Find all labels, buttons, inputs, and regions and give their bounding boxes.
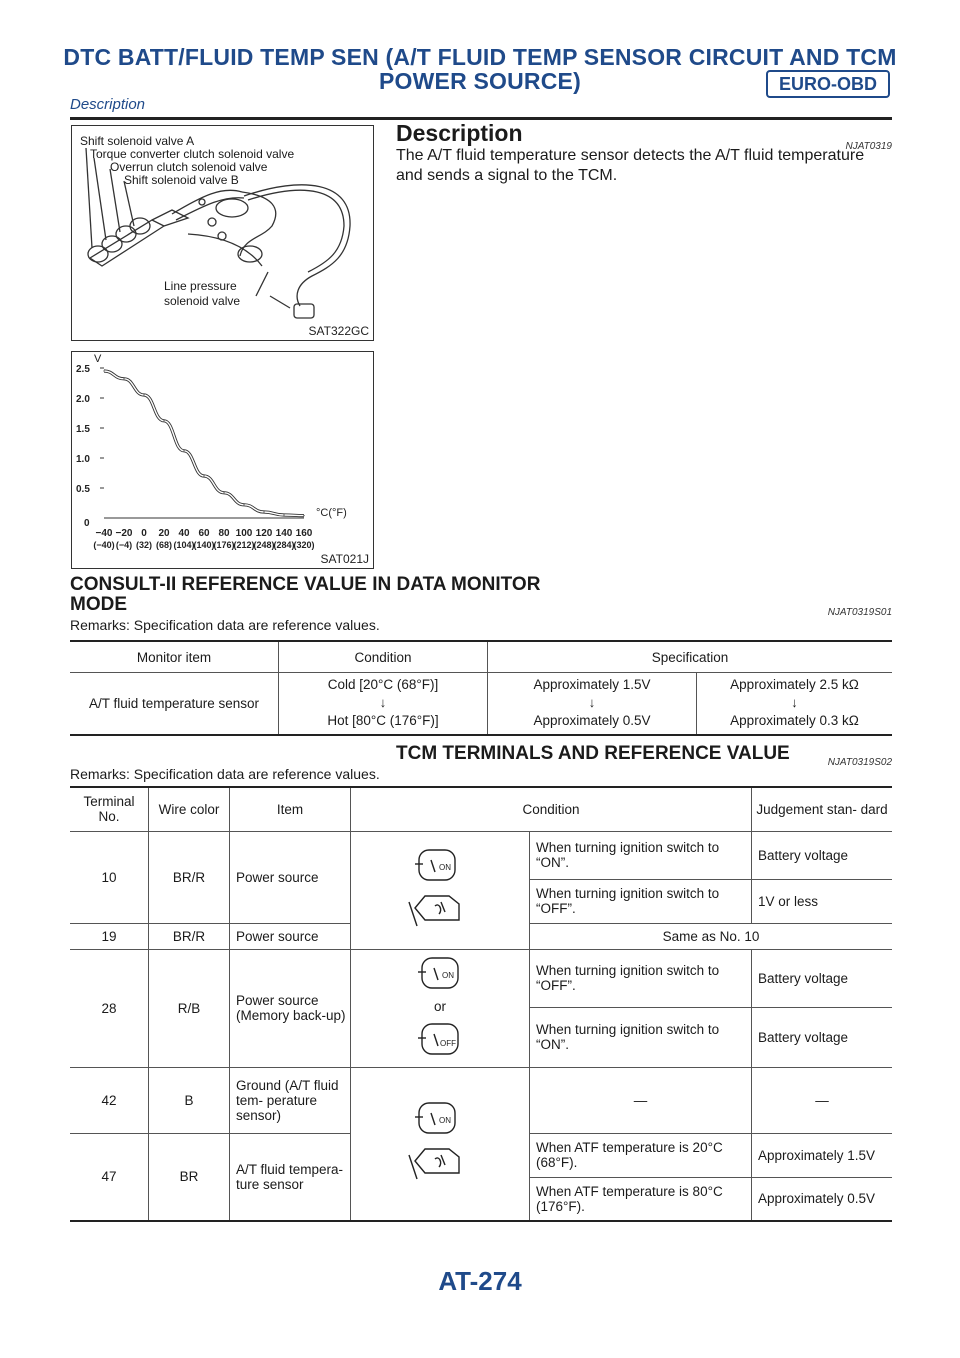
wire-42: B — [149, 1067, 230, 1133]
tcm-heading: TCM TERMINALS AND REFERENCE VALUE — [396, 743, 790, 764]
page-number: AT-274 — [438, 1266, 522, 1296]
y-axis-label: V — [94, 353, 102, 365]
label-shift-solenoid-b: Shift solenoid valve B — [124, 173, 239, 187]
data-point — [303, 515, 304, 516]
x-tick-label-f: (32) — [135, 540, 153, 550]
consult-remark: Remarks: Specification data are reference values. — [70, 617, 380, 633]
section-subtitle: Description — [70, 96, 146, 113]
item-10: Power source — [230, 831, 351, 923]
description-text: The A/T fluid temperature sensor detects the A/T fluid temperature and sends a signal to the TCM. — [396, 147, 865, 184]
judge-42: — — [752, 1067, 893, 1133]
table-row — [70, 949, 892, 1007]
res-hot: Approximately 0.3 kΩ — [730, 713, 859, 729]
x-tick-label: −40 — [95, 528, 113, 539]
label-line-pressure: Line pressure — [164, 279, 237, 293]
x-tick-label: −20 — [115, 528, 133, 539]
monitor-item-value: A/T fluid temperature sensor — [88, 695, 260, 711]
y-tick-label: 1.5 — [76, 424, 90, 435]
ignition-key-on-icon — [405, 846, 475, 932]
down-arrow-icon: ↓ — [791, 695, 798, 711]
or-label: or — [433, 998, 446, 1014]
data-point — [223, 492, 224, 493]
data-point — [263, 511, 264, 512]
ignition-icons-c — [351, 1067, 530, 1221]
label-overrun-solenoid: Overrun clutch solenoid valve — [110, 160, 268, 174]
cond-47-20c: When ATF temperature is 20°C (68°F). — [530, 1133, 752, 1177]
table-row — [70, 673, 892, 735]
col-monitor-item: Monitor item — [70, 641, 279, 673]
x-tick-label-f: (212) — [233, 540, 255, 550]
svg-text:OFF: OFF — [440, 1038, 456, 1048]
y-tick-label: 2.0 — [76, 394, 90, 405]
judge-47-20c: Approximately 1.5V — [752, 1133, 893, 1177]
page-title-line2: POWER SOURCE) — [379, 68, 581, 94]
x-tick-label-f: (176) — [213, 540, 235, 550]
x-tick-label-f: (248) — [253, 540, 275, 550]
col-condition: Condition — [279, 641, 488, 673]
label-solenoid-valve: solenoid valve — [164, 294, 241, 308]
ignition-icons-a — [351, 831, 530, 949]
x-tick-label-f: (140) — [193, 540, 215, 550]
x-tick-label: 40 — [178, 528, 190, 539]
item-42: Ground (A/T fluid tem- perature sensor) — [230, 1067, 351, 1133]
ignition-key-off-icon — [410, 1020, 470, 1060]
cond-hot: Hot [80°C (176°F)] — [327, 713, 439, 729]
judge-47-80c: Approximately 0.5V — [752, 1177, 893, 1221]
volt-cold: Approximately 1.5V — [533, 677, 651, 693]
same-as-10: Same as No. 10 — [530, 923, 893, 949]
col-specification: Specification — [488, 641, 893, 673]
judge-10-on: Battery voltage — [752, 831, 893, 879]
data-point — [163, 420, 164, 421]
x-tick-label: 160 — [295, 528, 313, 539]
wire-10: BR/R — [149, 831, 230, 923]
condition-value — [279, 673, 488, 735]
label-tcc-solenoid: Torque converter clutch solenoid valve — [90, 147, 295, 161]
data-point — [143, 394, 144, 395]
x-tick-label-f: (284) — [273, 540, 295, 550]
label-shift-solenoid-a: Shift solenoid valve A — [80, 134, 195, 148]
figure-code-sat021j: SAT021J — [320, 552, 369, 566]
y-tick-label: 2.5 — [76, 364, 90, 375]
x-axis-label: °C(°F) — [316, 507, 347, 519]
consult-reference-table — [70, 640, 892, 736]
consult-code: NJAT0319S01 — [827, 607, 892, 618]
x-tick-label: 60 — [198, 528, 210, 539]
judge-28-on: Battery voltage — [752, 1007, 893, 1067]
description-heading: Description — [396, 120, 523, 146]
series-band-outer — [104, 371, 304, 516]
cond-28-on: When turning ignition switch to “ON”. — [530, 1007, 752, 1067]
down-arrow-icon: ↓ — [379, 695, 387, 711]
svg-text:ON: ON — [439, 862, 451, 872]
item-47: A/T fluid tempera- ture sensor — [230, 1133, 351, 1221]
ignition-key-on-icon — [405, 1099, 475, 1185]
description-code: NJAT0319 — [845, 141, 892, 152]
wire-47: BR — [149, 1133, 230, 1221]
cond-28-off: When turning ignition switch to “OFF”. — [530, 949, 752, 1007]
cond-cold: Cold [20°C (68°F)] — [327, 677, 439, 693]
table-row — [70, 1067, 892, 1133]
data-point — [203, 475, 204, 476]
series-band-inner — [104, 371, 304, 516]
y-tick-label: 0.5 — [76, 484, 90, 495]
terminal-10: 10 — [70, 831, 149, 923]
col-terminal: Terminal No. — [70, 787, 149, 831]
page-title-line1: DTC BATT/FLUID TEMP SEN (A/T FLUID TEMP SENSOR CIRCUIT AND TCM — [63, 44, 897, 70]
temperature-voltage-chart-box — [71, 351, 374, 569]
x-tick-label-f: (104) — [173, 540, 195, 550]
ignition-icons-b — [351, 949, 530, 1067]
data-point — [103, 370, 104, 371]
x-tick-label: 100 — [235, 528, 253, 539]
temperature-voltage-chart — [72, 352, 373, 568]
consult-heading-line2: MODE — [70, 594, 127, 615]
terminal-42: 42 — [70, 1067, 149, 1133]
svg-text:ON: ON — [439, 1116, 451, 1126]
x-tick-label-f: (320) — [293, 540, 315, 550]
table-header-row — [70, 787, 892, 831]
y-tick-label: 1.0 — [76, 454, 90, 465]
data-point — [183, 450, 184, 451]
x-tick-label-f: (68) — [155, 540, 173, 550]
terminal-19: 19 — [70, 923, 149, 949]
judge-28-off: Battery voltage — [752, 949, 893, 1007]
col-condition: Condition — [351, 787, 752, 831]
cond-47-80c: When ATF temperature is 80°C (176°F). — [530, 1177, 752, 1221]
consult-heading-line1: CONSULT-II REFERENCE VALUE IN DATA MONITOR — [70, 574, 541, 595]
tcm-remark: Remarks: Specification data are reference values. — [70, 766, 380, 782]
cond-10-off: When turning ignition switch to “OFF”. — [530, 879, 752, 923]
res-cold: Approximately 2.5 kΩ — [730, 677, 859, 693]
data-point — [123, 378, 124, 379]
tcm-code: NJAT0319S02 — [827, 757, 892, 768]
item-19: Power source — [230, 923, 351, 949]
data-point — [243, 504, 244, 505]
col-judgement: Judgement stan- dard — [752, 787, 893, 831]
x-tick-label: 120 — [255, 528, 273, 539]
ignition-key-on-icon — [410, 954, 470, 994]
volt-hot: Approximately 0.5V — [533, 713, 651, 729]
cond-10-on: When turning ignition switch to “ON”. — [530, 831, 752, 879]
judge-10-off: 1V or less — [752, 879, 893, 923]
x-tick-label: 0 — [141, 528, 147, 539]
solenoid-valve-figure — [71, 125, 374, 341]
tcm-terminal-table — [70, 786, 892, 1222]
table-header-row — [70, 641, 892, 673]
figure-code-sat322gc: SAT322GC — [308, 324, 369, 338]
voltage-spec — [488, 673, 697, 735]
col-wire-color: Wire color — [149, 787, 230, 831]
euro-obd-badge: EURO-OBD — [766, 70, 890, 98]
wire-28: R/B — [149, 949, 230, 1067]
x-tick-label-f: (−40) — [93, 540, 115, 550]
item-28: Power source (Memory back-up) — [230, 949, 351, 1067]
terminal-47: 47 — [70, 1133, 149, 1221]
resistance-spec — [697, 673, 893, 735]
cond-42: — — [530, 1067, 752, 1133]
table-row — [70, 831, 892, 879]
wire-19: BR/R — [149, 923, 230, 949]
x-tick-label: 80 — [218, 528, 230, 539]
x-tick-label: 140 — [275, 528, 293, 539]
down-arrow-icon: ↓ — [588, 695, 596, 711]
terminal-28: 28 — [70, 949, 149, 1067]
y-tick-label: 0 — [84, 518, 90, 529]
svg-text:ON: ON — [442, 970, 454, 980]
x-tick-label: 20 — [158, 528, 170, 539]
col-item: Item — [230, 787, 351, 831]
data-point — [283, 514, 284, 515]
x-tick-label-f: (−4) — [115, 540, 133, 550]
